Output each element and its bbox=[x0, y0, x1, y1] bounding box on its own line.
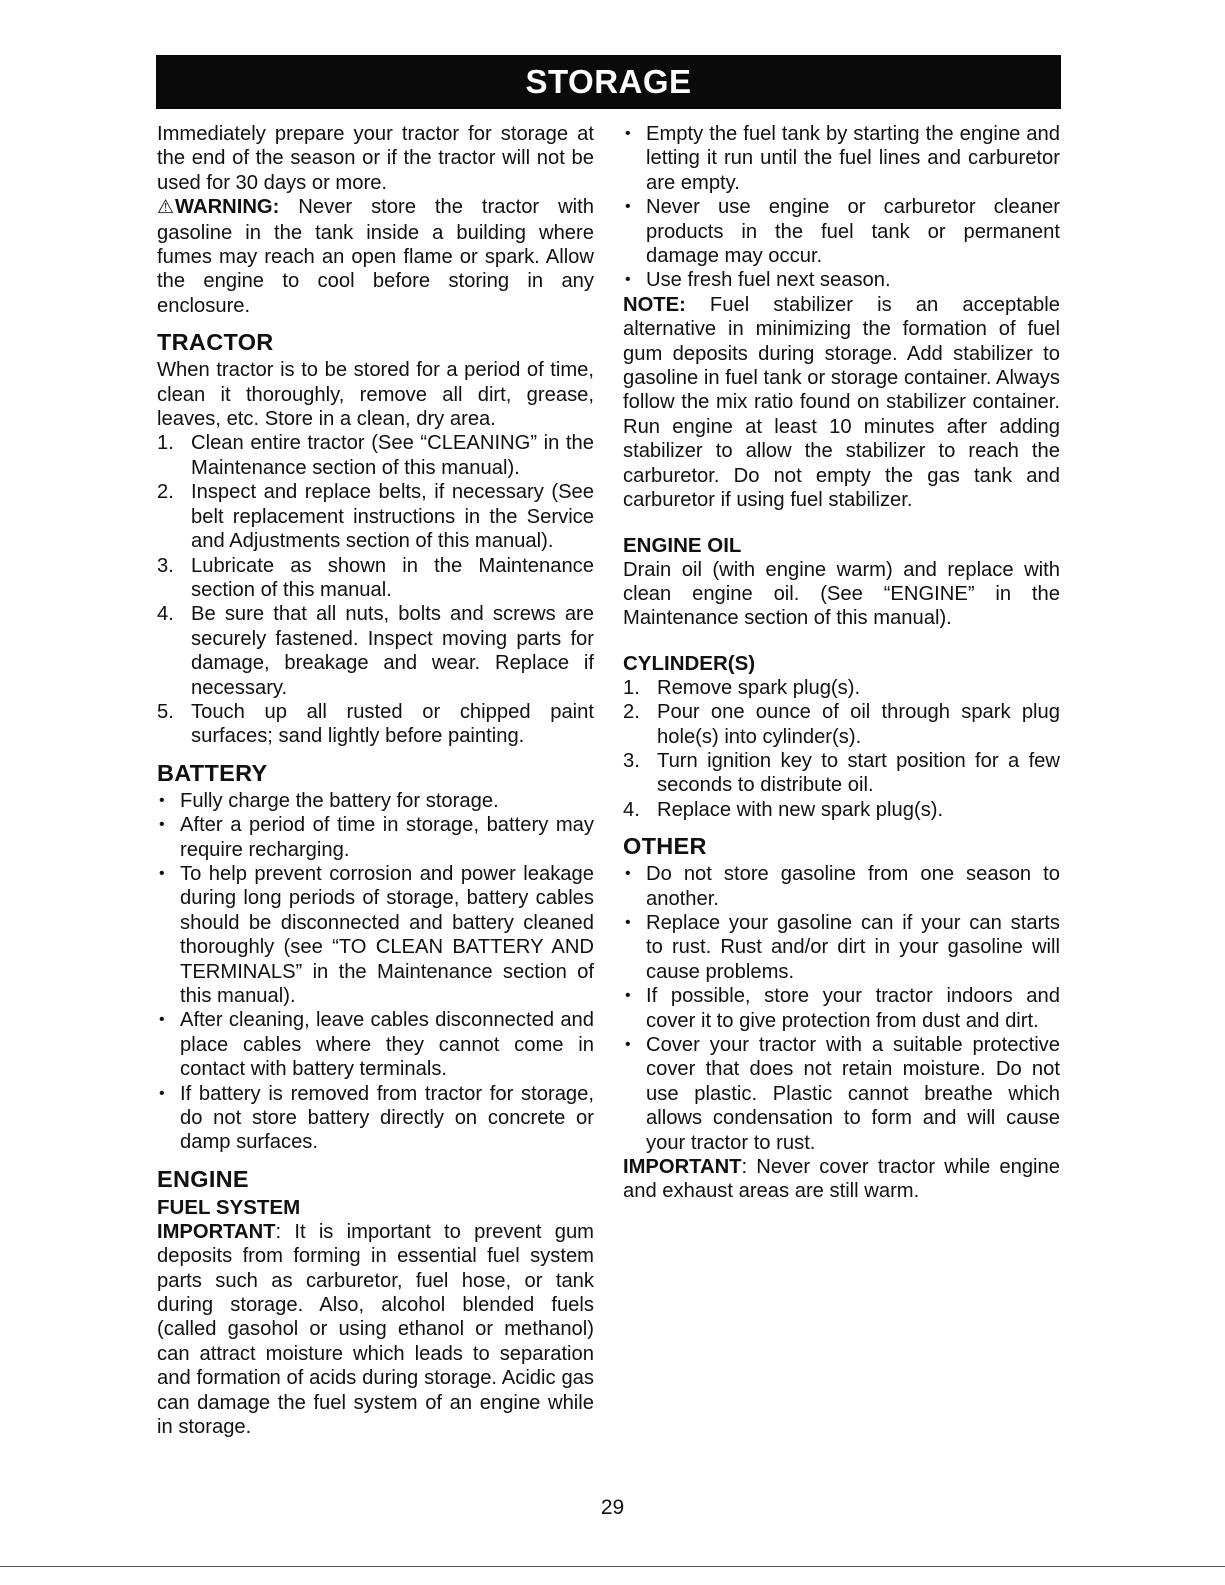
list-item: • Fully charge the battery for storage. bbox=[157, 789, 594, 813]
list-item bbox=[623, 676, 1060, 700]
page-title: STORAGE bbox=[525, 63, 692, 100]
step-text: Inspect and replace belts, if necessary (See belt replacement instructions in the Service and Adjustments section of this manual). bbox=[191, 481, 594, 553]
step-number: 3. bbox=[623, 749, 640, 772]
list-item bbox=[623, 749, 1060, 798]
note-label: NOTE: bbox=[623, 293, 686, 316]
list-item: • Use fresh fuel next season. bbox=[623, 268, 1060, 292]
step-number: 1. bbox=[157, 432, 174, 455]
important-label: IMPORTANT bbox=[157, 1220, 276, 1243]
list-item: • Never use engine or carburetor cleaner products in the fuel tank or permanent damage may occur. bbox=[623, 195, 1060, 268]
important-paragraph bbox=[157, 1220, 594, 1440]
cylinders-steps bbox=[623, 676, 1060, 822]
list-item: • Do not store gasoline from one season to another. bbox=[623, 862, 1060, 911]
list-item bbox=[157, 480, 594, 553]
important-text: : It is important to prevent gum deposits from forming in essential fuel system parts such as carburetor, fuel hose, or tank during storage. Also, alcohol blended fuels (called gasohol or using ethanol or methanol) can attract moisture which leads to separation and formation of acids during storage. Acidic gas can damage the fuel system of an engine while in storage. bbox=[157, 1220, 594, 1439]
page-title-banner bbox=[156, 55, 1061, 109]
battery-heading: BATTERY bbox=[157, 759, 268, 786]
important-label: IMPORTANT bbox=[623, 1156, 742, 1179]
step-number: 1. bbox=[623, 676, 640, 699]
list-item bbox=[157, 431, 594, 480]
right-column bbox=[623, 122, 1060, 1204]
intro-paragraph: Immediately prepare your tractor for storage at the end of the season or if the tractor will not be used for 30 days or more. bbox=[157, 123, 594, 194]
step-text: Pour one ounce of oil through spark plug hole(s) into cylinder(s). bbox=[657, 701, 1060, 748]
list-item: • Empty the fuel tank by starting the engine and letting it run until the fuel lines and carburetor are empty. bbox=[623, 122, 1060, 195]
tractor-heading: TRACTOR bbox=[157, 329, 274, 356]
list-item: • To help prevent corrosion and power leakage during long periods of storage, battery cables should be disconnected and battery cleaned thoroughly (see “TO CLEAN BATTERY AND TERMINALS” in the Maintenance section of this manual). bbox=[157, 862, 594, 1008]
list-item: • Cover your tractor with a suitable protective cover that does not retain moisture. Do not use plastic. Plastic cannot breathe which allows condensation to form and will cause your tractor to rust. bbox=[623, 1033, 1060, 1155]
list-item bbox=[157, 602, 594, 700]
warning-label: WARNING: bbox=[175, 196, 280, 219]
tractor-intro: When tractor is to be stored for a period of time, clean it thoroughly, remove all dirt, grease, leaves, etc. Store in a clean, dry area. bbox=[157, 359, 594, 431]
other-list bbox=[623, 862, 1060, 1155]
step-text: Be sure that all nuts, bolts and screws are securely fastened. Inspect moving parts for damage, breakage and wear. Replace if necessary. bbox=[191, 603, 594, 699]
fuel-list bbox=[623, 122, 1060, 293]
engine-oil-text: Drain oil (with engine warm) and replace with clean engine oil. (See “ENGINE” in the Maintenance section of this manual). bbox=[623, 558, 1060, 630]
step-number: 2. bbox=[623, 701, 640, 724]
list-item bbox=[157, 700, 594, 749]
warning-paragraph bbox=[157, 195, 594, 318]
step-number: 4. bbox=[157, 603, 174, 626]
step-number: 2. bbox=[157, 481, 174, 504]
list-item: • After cleaning, leave cables disconnected and place cables where they cannot come in contact with battery terminals. bbox=[157, 1008, 594, 1081]
note-text: Fuel stabilizer is an acceptable alternative in minimizing the formation of fuel gum deposits during storage. Add stabilizer to gasoline in fuel tank or storage container. Always follow the mix ratio found on stabilizer container. Run engine at least 10 minutes after adding stabilizer to allow the stabilizer to reach the carburetor. Do not empty the gas tank and carburetor if using fuel stabilizer. bbox=[623, 293, 1060, 512]
page-number: 29 bbox=[600, 1496, 625, 1519]
fuel-system-heading: FUEL SYSTEM bbox=[157, 1195, 301, 1219]
list-item: • If possible, store your tractor indoors and cover it to give protection from dust and dirt. bbox=[623, 984, 1060, 1033]
list-item: • If battery is removed from tractor for storage, do not store battery directly on concrete or damp surfaces. bbox=[157, 1082, 594, 1155]
other-heading: OTHER bbox=[623, 833, 707, 860]
warning-text: Never store the tractor with gasoline in the tank inside a building where fumes may reach an open flame or spark. Allow the engine to cool before storing in any enclosure. bbox=[157, 196, 594, 317]
list-item bbox=[157, 554, 594, 603]
step-number: 4. bbox=[623, 798, 640, 821]
important-text: : Never cover tractor while engine and exhaust areas are still warm. bbox=[623, 1156, 1060, 1203]
battery-list bbox=[157, 789, 594, 1155]
engine-oil-heading: ENGINE OIL bbox=[623, 533, 742, 557]
note-paragraph bbox=[623, 293, 1060, 513]
step-number: 3. bbox=[157, 554, 174, 577]
warning-triangle-icon: ⚠ bbox=[157, 197, 175, 219]
step-text: Replace with new spark plug(s). bbox=[657, 798, 944, 821]
step-text: Remove spark plug(s). bbox=[657, 676, 861, 699]
step-text: Lubricate as shown in the Maintenance section of this manual. bbox=[191, 554, 594, 601]
list-item: • After a period of time in storage, battery may require recharging. bbox=[157, 813, 594, 862]
step-text: Clean entire tractor (See “CLEANING” in the Maintenance section of this manual). bbox=[191, 432, 594, 479]
engine-heading: ENGINE bbox=[157, 1165, 249, 1192]
step-text: Turn ignition key to start position for a few seconds to distribute oil. bbox=[657, 749, 1060, 797]
cylinders-heading: CYLINDER(S) bbox=[623, 651, 756, 675]
left-column bbox=[157, 122, 594, 1440]
list-item bbox=[623, 700, 1060, 749]
list-item: • Replace your gasoline can if your can starts to rust. Rust and/or dirt in your gasoline will cause problems. bbox=[623, 911, 1060, 984]
list-item bbox=[623, 798, 1060, 822]
other-important-paragraph bbox=[623, 1155, 1060, 1204]
step-number: 5. bbox=[157, 700, 174, 723]
tractor-steps bbox=[157, 431, 594, 748]
bottom-divider bbox=[0, 1566, 1225, 1567]
step-text: Touch up all rusted or chipped paint surfaces; sand lightly before painting. bbox=[191, 700, 594, 748]
